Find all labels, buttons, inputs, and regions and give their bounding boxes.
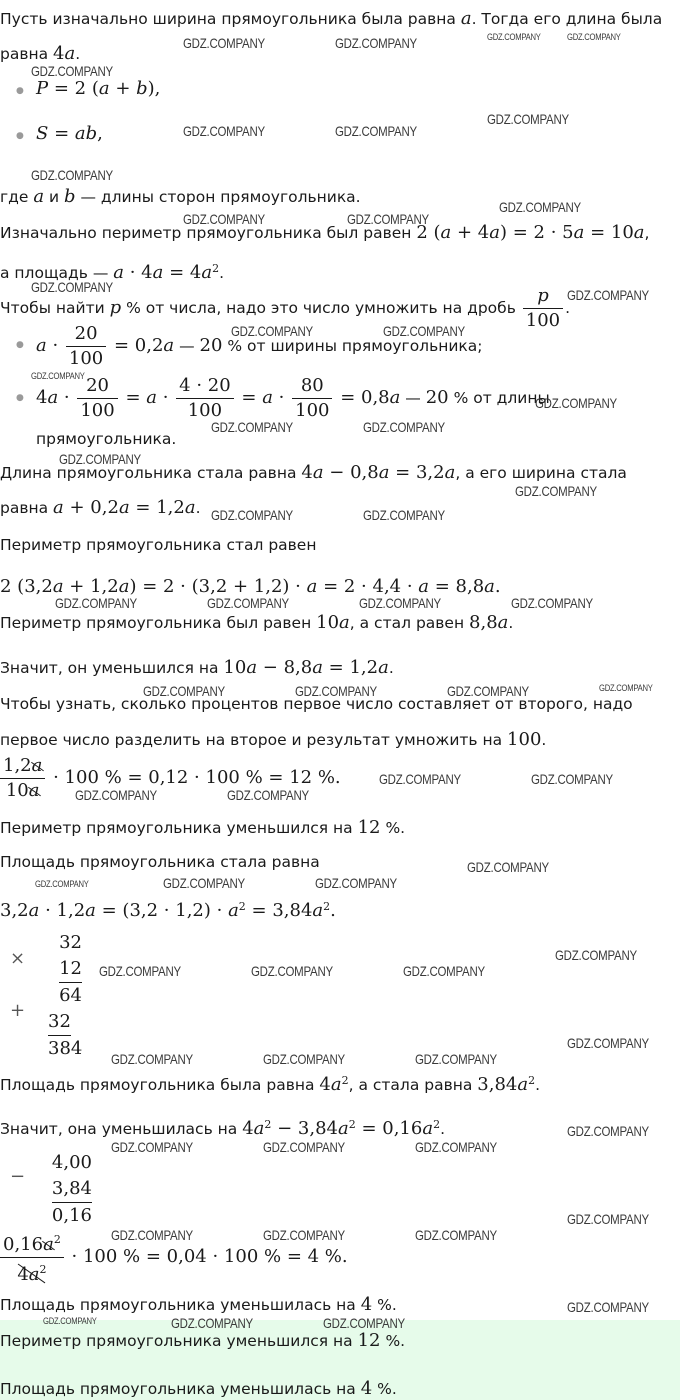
area-percent-calc: $\frac{0,16a^2}{4a^2}$ · 100 % = 0,04 · 100 % = 4 %. bbox=[0, 1228, 348, 1287]
watermark: GDZ.COMPANY bbox=[599, 683, 653, 693]
watermark: GDZ.COMPANY bbox=[363, 507, 445, 523]
watermark: GDZ.COMPANY bbox=[447, 683, 529, 699]
watermark: GDZ.COMPANY bbox=[211, 419, 293, 435]
watermark: GDZ.COMPANY bbox=[263, 1139, 345, 1155]
watermark: GDZ.COMPANY bbox=[511, 595, 593, 611]
text-line-6: Чтобы найти p % от числа, надо это число умножить на дробь $\frac{p}{100}$ . bbox=[0, 285, 571, 331]
text-line-18: Площадь прямоугольника уменьшилась на 4 %. bbox=[0, 1294, 397, 1315]
watermark: GDZ.COMPANY bbox=[143, 683, 225, 699]
text-line-3: где a и b — длины сторон прямоугольника. bbox=[0, 186, 361, 207]
watermark: GDZ.COMPANY bbox=[207, 595, 289, 611]
area-new-calc: $3,2a \cdot 1,2a = (3,2 \cdot 1,2) \cdot a^2 = 3,84a^2$. bbox=[0, 900, 336, 922]
text-line-15: Площадь прямоугольника стала равна bbox=[0, 853, 320, 871]
watermark: GDZ.COMPANY bbox=[171, 1315, 253, 1331]
watermark: GDZ.COMPANY bbox=[227, 787, 309, 803]
answer-line-2: Площадь прямоугольника уменьшилась на 4 %. bbox=[0, 1378, 397, 1399]
watermark: GDZ.COMPANY bbox=[415, 1139, 497, 1155]
column-multiplication: 32 12 64 32 384 bbox=[48, 932, 83, 1059]
bullet-width-percent: a · $\frac{20}{100}$ = 0,2a — 20 % от ширины прямоугольника; bbox=[36, 323, 483, 369]
text-line-12: Чтобы узнать, сколько процентов первое число составляет от второго, надо bbox=[0, 695, 633, 713]
watermark: GDZ.COMPANY bbox=[323, 1315, 405, 1331]
text-line-13: первое число разделить на второе и результат умножить на 100. bbox=[0, 729, 547, 750]
watermark: GDZ.COMPANY bbox=[567, 1123, 649, 1139]
perimeter-new-calc: 2 (3,2a + 1,2a) = 2 · (3,2 + 1,2) · a = 2 · 4,4 · a = 8,8a. bbox=[0, 576, 501, 597]
watermark: GDZ.COMPANY bbox=[31, 279, 113, 295]
watermark: GDZ.COMPANY bbox=[43, 1316, 97, 1326]
text-line-17: Значит, она уменьшилась на $4a^2 - 3,84a^2 = 0,16a^2$. bbox=[0, 1118, 446, 1140]
watermark: GDZ.COMPANY bbox=[251, 963, 333, 979]
watermark: GDZ.COMPANY bbox=[403, 963, 485, 979]
watermark: GDZ.COMPANY bbox=[99, 963, 181, 979]
text-line-8: равна a + 0,2a = 1,2a. bbox=[0, 497, 201, 518]
watermark: GDZ.COMPANY bbox=[359, 595, 441, 611]
watermark: GDZ.COMPANY bbox=[487, 32, 541, 42]
watermark: GDZ.COMPANY bbox=[567, 1299, 649, 1315]
perimeter-percent-calc: $\frac{1,2a}{10a}$ · 100 % = 0,12 · 100 % = 12 %. bbox=[0, 752, 341, 804]
watermark: GDZ.COMPANY bbox=[35, 879, 89, 889]
watermark: GDZ.COMPANY bbox=[111, 1051, 193, 1067]
watermark: GDZ.COMPANY bbox=[163, 875, 245, 891]
watermark: GDZ.COMPANY bbox=[231, 323, 313, 339]
watermark: GDZ.COMPANY bbox=[567, 287, 649, 303]
watermark: GDZ.COMPANY bbox=[363, 419, 445, 435]
text-line-9: Периметр прямоугольника стал равен bbox=[0, 536, 317, 554]
watermark: GDZ.COMPANY bbox=[487, 111, 569, 127]
bullet-length-cont: прямоугольника. bbox=[36, 430, 177, 448]
watermark: GDZ.COMPANY bbox=[555, 947, 637, 963]
watermark: GDZ.COMPANY bbox=[315, 875, 397, 891]
watermark: GDZ.COMPANY bbox=[499, 199, 581, 215]
bullet-length-percent: 4a · $\frac{20}{100}$ = a · $\frac{4 \cdot 20}{100}$ = a · $\frac{80}{100}$ = 0,8a — 20 % от длины bbox=[36, 375, 550, 421]
text-line-1: Пусть изначально ширина прямоугольника была равна a. Тогда его длина была bbox=[0, 8, 663, 29]
watermark: GDZ.COMPANY bbox=[263, 1051, 345, 1067]
text-line-7: Длина прямоугольника стала равна 4a − 0,8a = 3,2a, а его ширина стала bbox=[0, 462, 627, 483]
watermark: GDZ.COMPANY bbox=[295, 683, 377, 699]
watermark: GDZ.COMPANY bbox=[335, 35, 417, 51]
watermark: GDZ.COMPANY bbox=[383, 323, 465, 339]
watermark: GDZ.COMPANY bbox=[467, 859, 549, 875]
column-subtraction: 4,00 3,84 0,16 bbox=[51, 1152, 92, 1226]
watermark: GDZ.COMPANY bbox=[335, 123, 417, 139]
plus-sign: + bbox=[10, 1000, 26, 1021]
watermark: GDZ.COMPANY bbox=[531, 771, 613, 787]
watermark: GDZ.COMPANY bbox=[211, 507, 293, 523]
text-line-2: равна 4a. bbox=[0, 43, 81, 64]
watermark: GDZ.COMPANY bbox=[515, 483, 597, 499]
watermark: GDZ.COMPANY bbox=[31, 371, 85, 381]
watermark: GDZ.COMPANY bbox=[183, 211, 265, 227]
answer-line-1: Периметр прямоугольника уменьшился на 12 %. bbox=[0, 1330, 406, 1351]
text-line-4: Изначально периметр прямоугольника был равен 2 (a + 4a) = 2 · 5a = 10a, bbox=[0, 222, 650, 243]
watermark: GDZ.COMPANY bbox=[347, 211, 429, 227]
watermark: GDZ.COMPANY bbox=[183, 123, 265, 139]
text-line-10: Периметр прямоугольника был равен 10a, а стал равен 8,8a. bbox=[0, 612, 514, 633]
text-line-16: Площадь прямоугольника была равна $4a^2$, а стала равна $3,84a^2$. bbox=[0, 1074, 541, 1096]
watermark: GDZ.COMPANY bbox=[111, 1227, 193, 1243]
area-formula: S = ab, bbox=[36, 123, 103, 144]
text-line-5: а площадь — $a \cdot 4a = 4a^2$. bbox=[0, 262, 225, 284]
watermark: GDZ.COMPANY bbox=[415, 1227, 497, 1243]
text-line-11: Значит, он уменьшился на 10a − 8,8a = 1,2a. bbox=[0, 657, 394, 678]
watermark: GDZ.COMPANY bbox=[379, 771, 461, 787]
watermark: GDZ.COMPANY bbox=[415, 1051, 497, 1067]
watermark: GDZ.COMPANY bbox=[55, 595, 137, 611]
watermark: GDZ.COMPANY bbox=[111, 1139, 193, 1155]
text-line-14: Периметр прямоугольника уменьшился на 12 %. bbox=[0, 817, 406, 838]
perimeter-formula: P = 2 (a + b), bbox=[36, 78, 161, 99]
watermark: GDZ.COMPANY bbox=[183, 35, 265, 51]
watermark: GDZ.COMPANY bbox=[567, 1035, 649, 1051]
watermark: GDZ.COMPANY bbox=[75, 787, 157, 803]
watermark: GDZ.COMPANY bbox=[567, 32, 621, 42]
watermark: GDZ.COMPANY bbox=[59, 451, 141, 467]
multiply-sign: × bbox=[10, 948, 26, 969]
watermark: GDZ.COMPANY bbox=[567, 1211, 649, 1227]
watermark: GDZ.COMPANY bbox=[31, 167, 113, 183]
watermark: GDZ.COMPANY bbox=[535, 395, 617, 411]
watermark: GDZ.COMPANY bbox=[263, 1227, 345, 1243]
minus-sign: − bbox=[10, 1166, 26, 1187]
watermark: GDZ.COMPANY bbox=[31, 63, 113, 79]
